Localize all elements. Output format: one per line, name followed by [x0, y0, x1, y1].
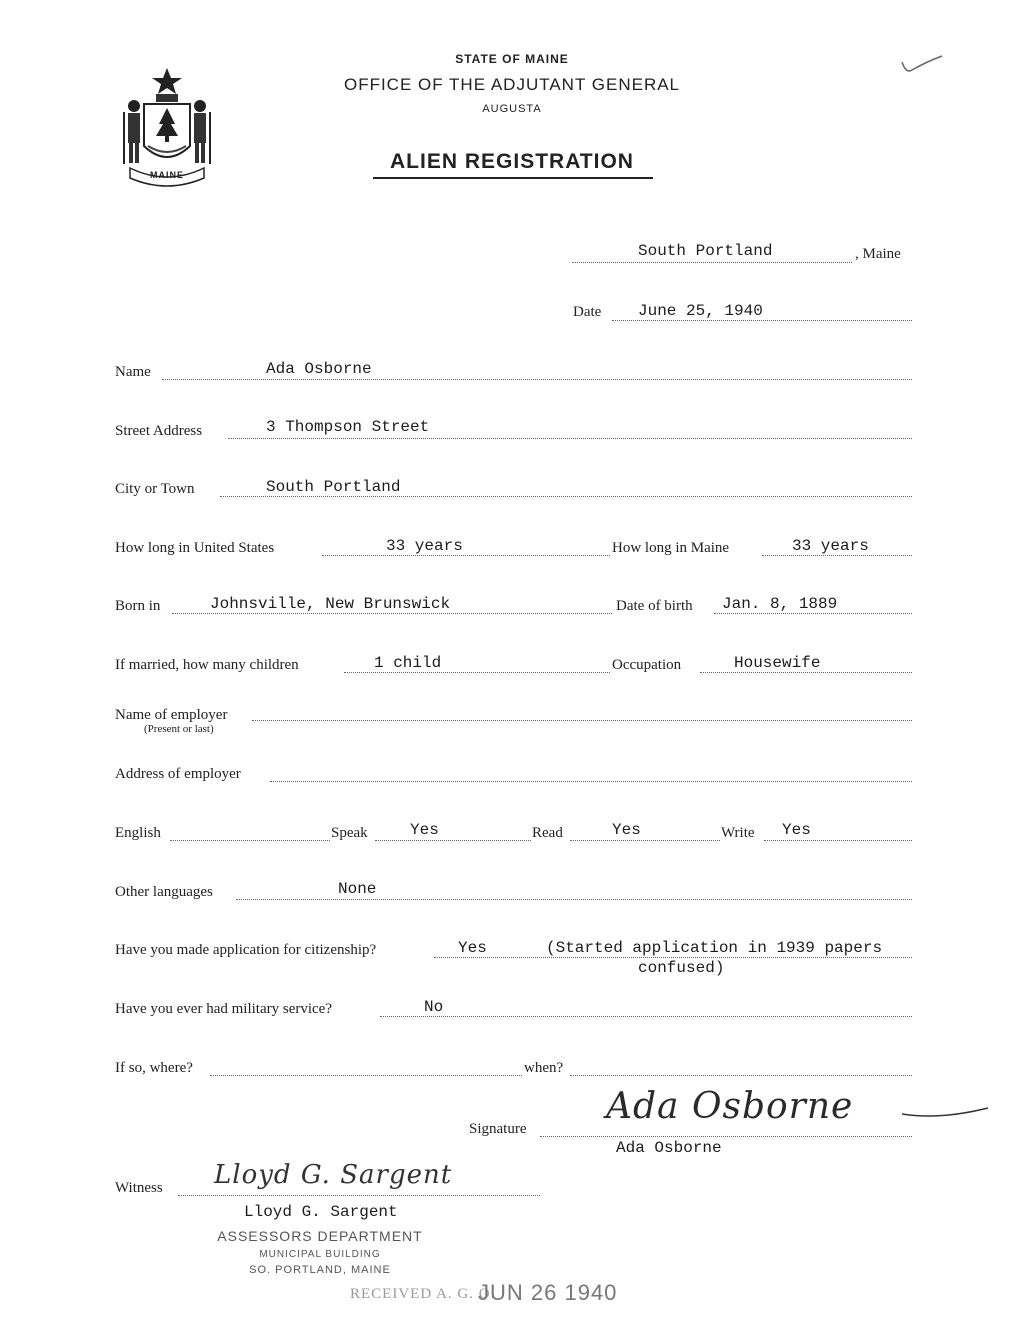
employer-label: Name of employer — [115, 707, 228, 723]
street-line — [228, 438, 912, 439]
read-line — [570, 840, 720, 841]
write-value: Yes — [782, 821, 811, 839]
us-duration-label: How long in United States — [115, 540, 275, 556]
name-value: Ada Osborne — [266, 360, 372, 378]
state-heading: STATE OF MAINE — [455, 52, 569, 66]
occupation-label: Occupation — [612, 657, 682, 673]
citizenship-note-line1: (Started application in 1939 papers — [546, 939, 883, 957]
employer-line — [252, 720, 912, 721]
citizenship-label: Have you made application for citizenship? — [115, 942, 377, 958]
employer-sublabel: (Present or last) — [144, 723, 214, 735]
signature-handwritten: Ada Osborne — [606, 1086, 854, 1127]
name-label: Name — [115, 364, 151, 380]
children-value: 1 child — [374, 654, 442, 672]
dob-label: Date of birth — [616, 598, 693, 614]
signature-line — [540, 1136, 912, 1137]
signature-flourish-icon — [900, 1106, 990, 1125]
speak-label: Speak — [331, 825, 368, 841]
children-line — [344, 672, 610, 673]
when-line — [570, 1075, 912, 1076]
city-line — [220, 496, 912, 497]
location-line — [572, 262, 852, 263]
stamp-building: MUNICIPAL BUILDING — [259, 1249, 381, 1260]
witness-typed: Lloyd G. Sargent — [244, 1203, 398, 1221]
location-suffix: , Maine — [855, 246, 901, 262]
city-heading: AUGUSTA — [482, 103, 542, 115]
other-languages-line — [236, 899, 912, 900]
english-line — [170, 840, 330, 841]
city-value: South Portland — [266, 478, 401, 496]
date-line — [612, 320, 912, 321]
received-stamp-label: RECEIVED A. G. O. — [350, 1286, 496, 1302]
occupation-value: Housewife — [734, 654, 821, 672]
maine-duration-label: How long in Maine — [612, 540, 730, 556]
stamp-department: ASSESSORS DEPARTMENT — [217, 1228, 423, 1244]
date-value: June 25, 1940 — [638, 302, 763, 320]
employer-address-label: Address of employer — [115, 766, 241, 782]
signature-label: Signature — [469, 1121, 527, 1137]
read-value: Yes — [612, 821, 641, 839]
us-duration-value: 33 years — [386, 537, 463, 555]
maine-duration-value: 33 years — [792, 537, 869, 555]
date-label: Date — [573, 304, 602, 320]
street-value: 3 Thompson Street — [266, 418, 430, 436]
military-label: Have you ever had military service? — [115, 1001, 332, 1017]
witness-label: Witness — [115, 1180, 163, 1196]
us-duration-line — [322, 555, 610, 556]
witness-line — [178, 1195, 540, 1196]
born-label: Born in — [115, 598, 161, 614]
occupation-line — [700, 672, 912, 673]
location-value: South Portland — [638, 242, 773, 260]
citizenship-value: Yes — [458, 939, 487, 957]
where-label: If so, where? — [115, 1060, 193, 1076]
maine-duration-line — [762, 555, 912, 556]
citizenship-note-line2: confused) — [638, 959, 725, 977]
received-stamp-date: JUN 26 1940 — [478, 1280, 618, 1305]
write-label: Write — [721, 825, 755, 841]
dob-line — [714, 613, 912, 614]
citizenship-line — [434, 957, 912, 958]
dob-value: Jan. 8, 1889 — [722, 595, 838, 613]
stamp-city: SO. PORTLAND, MAINE — [249, 1264, 391, 1276]
name-line — [162, 379, 912, 380]
signature-typed: Ada Osborne — [616, 1139, 722, 1157]
english-label: English — [115, 825, 161, 841]
seal-ribbon-text: MAINE — [150, 170, 184, 180]
title-underline — [373, 177, 653, 179]
witness-handwritten: Lloyd G. Sargent — [214, 1160, 453, 1190]
other-languages-label: Other languages — [115, 884, 213, 900]
military-line — [380, 1016, 912, 1017]
military-value: No — [424, 998, 444, 1016]
form-title: ALIEN REGISTRATION — [390, 150, 634, 173]
born-value: Johnsville, New Brunswick — [210, 595, 451, 613]
employer-address-line — [270, 781, 912, 782]
read-label: Read — [532, 825, 563, 841]
born-line — [172, 613, 612, 614]
street-label: Street Address — [115, 423, 203, 439]
speak-line — [375, 840, 531, 841]
other-languages-value: None — [338, 880, 377, 898]
children-label: If married, how many children — [115, 657, 299, 673]
where-line — [210, 1075, 522, 1076]
write-line — [764, 840, 912, 841]
when-label: when? — [524, 1060, 564, 1076]
speak-value: Yes — [410, 821, 439, 839]
office-heading: OFFICE OF THE ADJUTANT GENERAL — [343, 75, 681, 94]
city-label: City or Town — [115, 481, 195, 497]
